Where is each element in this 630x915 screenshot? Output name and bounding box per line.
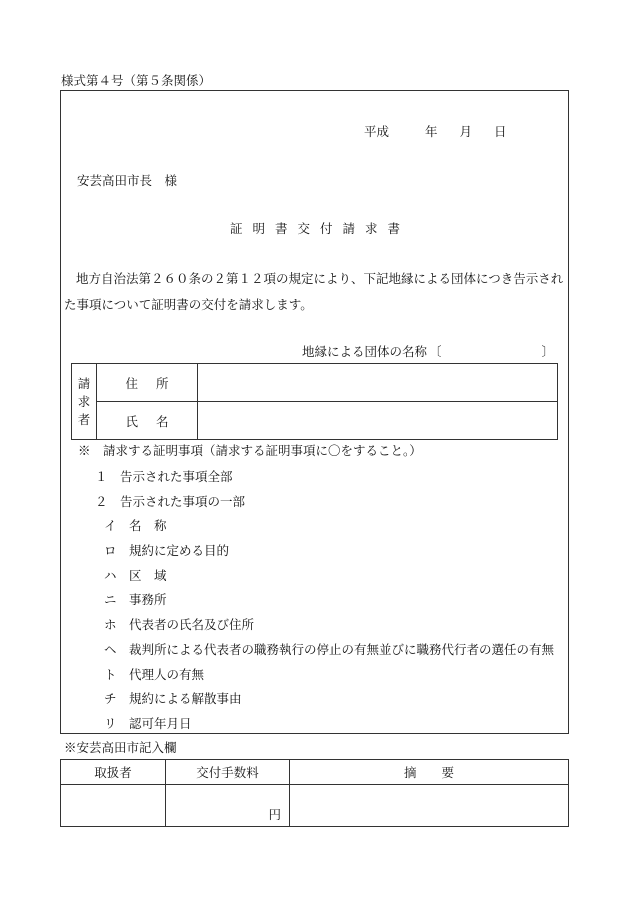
sub-item-ni[interactable]: ニ 事務所 (104, 592, 167, 607)
fee-header: 交付手数料 (166, 760, 290, 785)
org-name-label: 地縁による団体の名称 (302, 344, 428, 359)
fee-field[interactable] (166, 785, 290, 827)
sub-item-he[interactable]: ヘ 裁判所による代表者の職務執行の停止の有無並びに職務代行者の選任の有無 (104, 642, 555, 657)
item-2[interactable] (95, 492, 245, 510)
item-2-number: ２ (95, 494, 108, 509)
requester-side-label: 請 求 者 (72, 364, 97, 440)
remarks-header: 摘 要 (290, 760, 569, 785)
address-label: 住所 (97, 364, 198, 402)
name-label: 氏名 (97, 402, 198, 440)
sub-item-chi[interactable]: チ 規約による解散事由 (104, 691, 242, 706)
date-month: 月 (459, 124, 473, 139)
org-bracket-open: 〔 (429, 344, 442, 359)
item-1[interactable] (95, 467, 233, 485)
item-1-number: １ (95, 469, 108, 484)
document-title: 証明書交付請求書 (229, 221, 410, 236)
date-year: 年 (425, 124, 438, 139)
requester-table (71, 363, 558, 440)
remarks-field[interactable] (290, 785, 569, 827)
date-era: 平成 (364, 124, 390, 139)
sub-item-ro[interactable]: ロ 規約に定める目的 (104, 543, 230, 558)
date-day: 日 (494, 124, 507, 139)
selection-note: ※ 請求する証明事項（請求する証明事項に〇をすること。） (78, 443, 422, 458)
yen-unit: 円 (268, 807, 281, 822)
item-2-text: 告示された事項の一部 (120, 494, 246, 509)
city-use-table (60, 759, 569, 827)
address-field[interactable] (198, 364, 558, 402)
sub-item-ri[interactable]: リ 認可年月日 (104, 716, 192, 731)
org-name-line (302, 342, 554, 360)
org-name-field[interactable]: 〕 (541, 344, 555, 359)
sub-item-ha[interactable]: ハ 区 域 (104, 568, 167, 583)
handler-field[interactable] (61, 785, 166, 827)
addressee: 安芸高田市長 様 (77, 173, 178, 188)
name-field[interactable] (198, 402, 558, 440)
date-line (364, 122, 525, 140)
handler-header: 取扱者 (61, 760, 166, 785)
sub-item-to[interactable]: ト 代理人の有無 (104, 667, 205, 682)
form-number-label: 様式第４号（第５条関係） (61, 73, 212, 88)
sub-item-i[interactable]: イ 名 称 (104, 518, 167, 533)
item-1-text: 告示された事項全部 (120, 469, 233, 484)
city-use-label: ※安芸高田市記入欄 (64, 740, 177, 755)
request-body-text: 地方自治法第２６０条の２第１２項の規定により、下記地縁による団体につき告示された事項について証明書の交付を請求します。 (64, 271, 564, 312)
sub-item-ho[interactable]: ホ 代表者の氏名及び住所 (104, 617, 255, 632)
